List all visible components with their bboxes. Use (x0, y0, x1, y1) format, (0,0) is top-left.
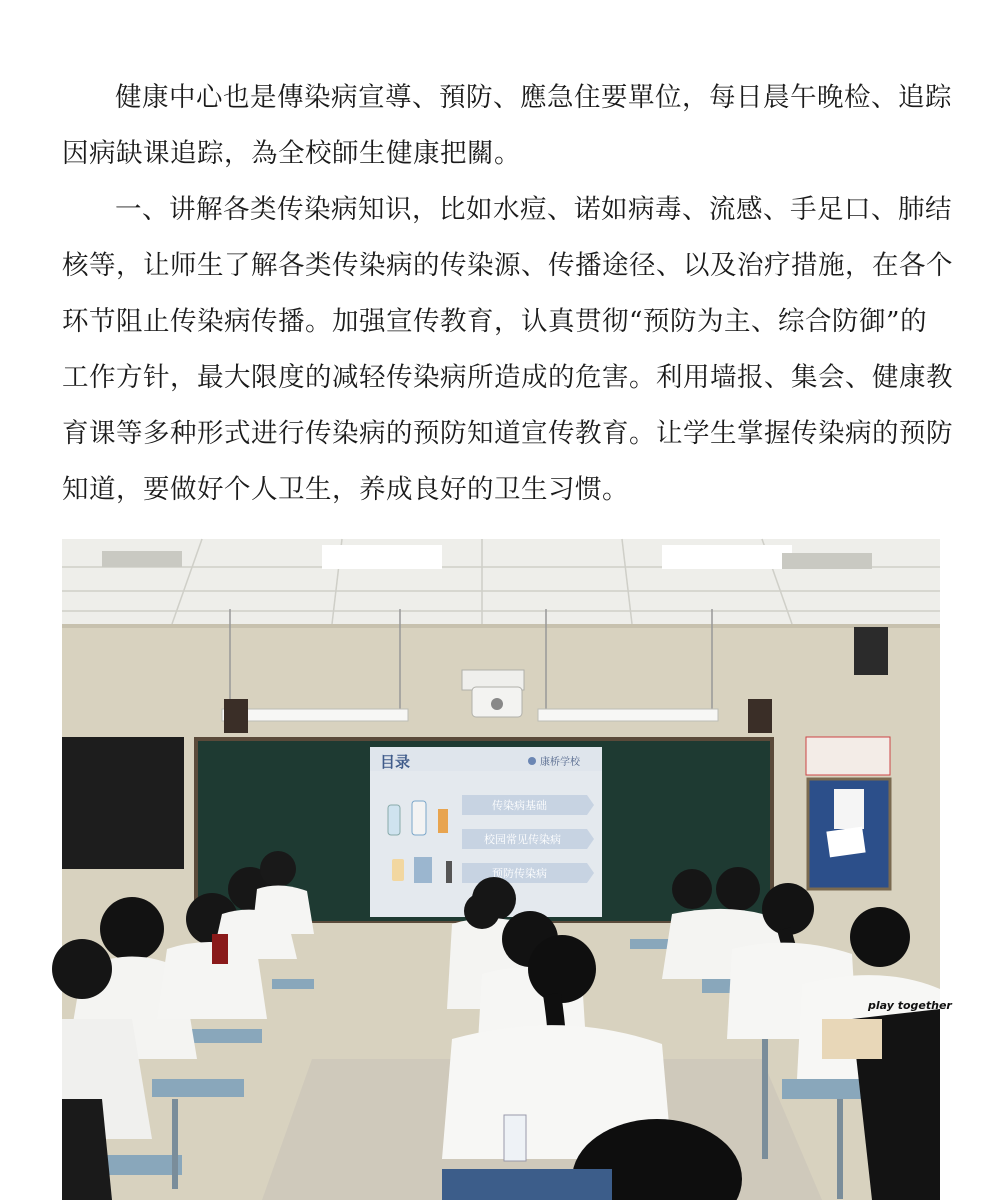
shirt-print: play together (868, 999, 952, 1012)
slide-heading: 目录 (380, 753, 411, 771)
paragraph-2-line-4: 工作方针，最大限度的减轻传染病所造成的危害。利用墙报、集会、健康教 (62, 362, 953, 393)
paragraph-2-line-2: 核等，让师生了解各类传染病的传染源、传播途径、以及治疗措施，在各个 (62, 250, 953, 281)
classroom-photo (62, 539, 952, 1200)
air-vent-right (782, 553, 872, 569)
paragraph-1-line-1: 健康中心也是傳染病宣導、預防、應急住要單位，每日晨午晚检、追踪 (115, 82, 952, 113)
article-text (62, 70, 953, 518)
paragraph-2-line-5: 育课等多种形式进行传染病的预防知道宣传教育。让学生掌握传染病的预防 (62, 418, 953, 449)
milk-carton (504, 1115, 526, 1161)
classroom-illustration (62, 539, 952, 1200)
ceiling-light-right (662, 545, 792, 569)
air-vent-left (102, 551, 182, 567)
paragraph-2-line-1: 一、讲解各类传染病知识，比如水痘、诺如病毒、流感、手足口、肺结 (115, 194, 952, 225)
slide-item-3: 预防传染病 (492, 867, 547, 880)
speaker-small (748, 699, 772, 733)
paragraph-2-line-3: 环节阻止传染病传播。加强宣传教育，认真贯彻“预防为主、综合防御”的 (62, 306, 928, 337)
ceiling-light-left (322, 545, 442, 569)
paragraph-1-line-2: 因病缺课追踪，為全校師生健康把關。 (62, 138, 521, 169)
foreground-desk (442, 1169, 612, 1200)
wall-notice (806, 737, 890, 775)
speaker-left (224, 699, 248, 733)
speaker-right (854, 627, 888, 675)
slide-item-2: 校园常见传染病 (484, 833, 561, 846)
pencil-case (822, 1019, 882, 1059)
slide-school-name: 康桥学校 (540, 757, 580, 768)
slide-item-1: 传染病基础 (492, 799, 547, 812)
left-board (62, 737, 184, 869)
paragraph-2-line-6: 知道，要做好个人卫生，养成良好的卫生习惯。 (62, 474, 629, 505)
